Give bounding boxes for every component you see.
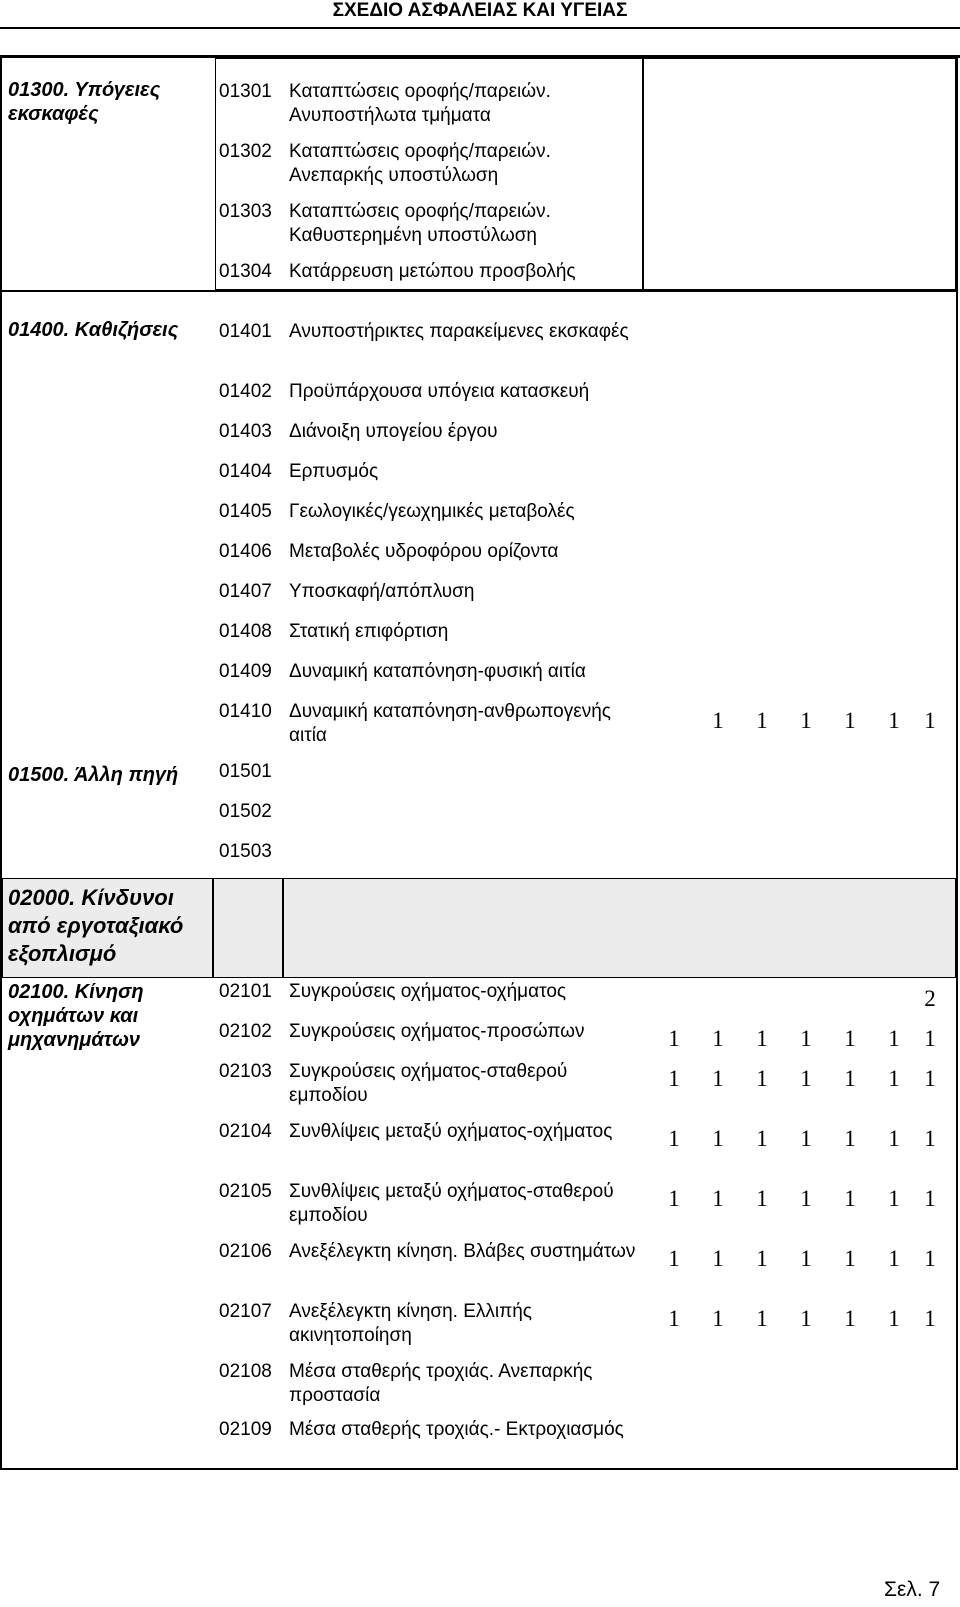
value-cell: 1 — [800, 1186, 812, 1211]
value-cell: 1 — [800, 1306, 812, 1331]
value-cell: 1 — [668, 1186, 680, 1211]
value-cell: 1 — [924, 1126, 936, 1151]
row-description: Ερπυσμός — [289, 461, 379, 482]
value-cell: 1 — [712, 1026, 724, 1051]
value-cell: 1 — [844, 1026, 856, 1051]
value-cell: 1 — [756, 1246, 768, 1271]
header-rule — [0, 27, 960, 29]
value-cell: 1 — [844, 1186, 856, 1211]
row-description: Κατάρρευση μετώπου προσβολής — [289, 261, 576, 282]
row-code: 02104 — [219, 1121, 272, 1142]
value-cell: 1 — [712, 1066, 724, 1091]
row-code: 01407 — [219, 581, 272, 602]
value-cell: 1 — [712, 708, 724, 733]
value-cell: 1 — [924, 1186, 936, 1211]
value-cell: 1 — [668, 1126, 680, 1151]
row-description: Γεωλογικές/γεωχημικές μεταβολές — [289, 501, 575, 522]
risk-table — [0, 58, 960, 1508]
page-number: Σελ. 7 — [884, 1578, 941, 1601]
category-01400: 01400. Καθιζήσεις — [8, 319, 179, 341]
value-cell: 1 — [888, 1066, 900, 1091]
row-values — [652, 1066, 952, 1094]
row-code: 02108 — [219, 1361, 272, 1382]
row-description: Συνθλίψεις μεταξύ οχήματος-σταθερού εμποδίου — [289, 1181, 614, 1226]
value-cell: 1 — [888, 1246, 900, 1271]
code-cell-02000 — [213, 878, 283, 978]
row-code: 02107 — [219, 1301, 272, 1322]
value-cell: 2 — [924, 986, 936, 1011]
value-cell: 1 — [756, 1066, 768, 1091]
value-cell: 1 — [756, 708, 768, 733]
row-code: 01503 — [219, 841, 272, 862]
row-code: 01304 — [219, 261, 272, 282]
value-cell: 1 — [668, 1026, 680, 1051]
row-code: 02106 — [219, 1241, 272, 1262]
row-description: Καταπτώσεις οροφής/παρειών. Ανεπαρκής υποστύλωση — [289, 141, 551, 186]
row-code: 01401 — [219, 321, 272, 342]
value-cell: 1 — [800, 1246, 812, 1271]
value-cell: 1 — [924, 1026, 936, 1051]
row-code: 01409 — [219, 661, 272, 682]
row-code: 01408 — [219, 621, 272, 642]
value-cell: 1 — [888, 1126, 900, 1151]
category-02000: 02000. Κίνδυνοι από εργοταξιακό εξοπλισμό — [8, 885, 184, 966]
category-01500: 01500. Άλλη πηγή — [8, 764, 179, 786]
table-bottom-border — [0, 1468, 958, 1470]
row-code: 02103 — [219, 1061, 272, 1082]
value-cell: 1 — [668, 1306, 680, 1331]
value-cell: 1 — [924, 1306, 936, 1331]
category-02100: 02100. Κίνηση οχημάτων και μηχανημάτων — [8, 981, 144, 1051]
value-cell: 1 — [888, 1306, 900, 1331]
value-cell-02000 — [283, 878, 956, 978]
value-cell: 1 — [712, 1306, 724, 1331]
row-code: 01403 — [219, 421, 272, 442]
row-code: 01410 — [219, 701, 272, 722]
row-description: Ανεξέλεγκτη κίνηση. Βλάβες συστημάτων — [289, 1241, 636, 1262]
value-cell: 1 — [888, 1026, 900, 1051]
row-description: Στατική επιφόρτιση — [289, 621, 449, 642]
row-values — [652, 1126, 952, 1154]
value-cell: 1 — [844, 1306, 856, 1331]
value-cell: 1 — [800, 1126, 812, 1151]
row-description: Δυναμική καταπόνηση-ανθρωπογενής αιτία — [289, 701, 611, 746]
section-divider — [0, 290, 958, 292]
value-cell: 1 — [712, 1186, 724, 1211]
row-description: Ανεξέλεγκτη κίνηση. Ελλιπής ακινητοποίηση — [289, 1301, 532, 1346]
row-code: 01405 — [219, 501, 272, 522]
table-right-border — [956, 58, 958, 1470]
value-cell: 1 — [844, 708, 856, 733]
row-code: 01406 — [219, 541, 272, 562]
value-cell: 1 — [712, 1246, 724, 1271]
row-description: Συγκρούσεις οχήματος-προσώπων — [289, 1021, 585, 1042]
value-cell: 1 — [844, 1126, 856, 1151]
row-code: 01303 — [219, 201, 272, 222]
row-description: Μεταβολές υδροφόρου ορίζοντα — [289, 541, 559, 562]
row-description: Δυναμική καταπόνηση-φυσική αιτία — [289, 661, 586, 682]
value-cell: 1 — [924, 1246, 936, 1271]
value-cell: 1 — [888, 1186, 900, 1211]
value-cell: 1 — [668, 1066, 680, 1091]
value-cell: 1 — [800, 708, 812, 733]
value-cell: 1 — [756, 1126, 768, 1151]
value-cell: 1 — [800, 1026, 812, 1051]
row-description: Καταπτώσεις οροφής/παρειών. Ανυποστήλωτα τμήματα — [289, 81, 551, 126]
row-description: Διάνοιξη υπογείου έργου — [289, 421, 498, 442]
row-description: Συνθλίψεις μεταξύ οχήματος-οχήματος — [289, 1121, 613, 1142]
value-cell: 1 — [924, 708, 936, 733]
value-cell: 1 — [800, 1066, 812, 1091]
row-code: 01301 — [219, 81, 272, 102]
row-values — [652, 1026, 952, 1054]
category-01300: 01300. Υπόγειες εκσκαφές — [8, 79, 161, 125]
row-values — [652, 1246, 952, 1274]
value-cell: 1 — [924, 1066, 936, 1091]
grey-cell-values — [643, 58, 956, 290]
value-cell: 1 — [888, 708, 900, 733]
table-left-border — [0, 58, 2, 1470]
row-description: Προϋπάρχουσα υπόγεια κατασκευή — [289, 381, 590, 402]
row-code: 01501 — [219, 761, 272, 782]
row-code: 02101 — [219, 981, 272, 1002]
row-values — [652, 986, 952, 1014]
row-description: Μέσα σταθερής τροχιάς. Ανεπαρκής προστασία — [289, 1361, 593, 1406]
row-code: 02102 — [219, 1021, 272, 1042]
value-cell: 1 — [712, 1126, 724, 1151]
row-description: Ανυποστήρικτες παρακείμενες εκσκαφές — [289, 321, 629, 342]
value-cell: 1 — [756, 1026, 768, 1051]
row-description: Καταπτώσεις οροφής/παρειών. Καθυστερημένη υποστύλωση — [289, 201, 551, 246]
document-header: ΣΧΕΔΙΟ ΑΣΦΑΛΕΙΑΣ ΚΑΙ ΥΓΕΙΑΣ — [332, 0, 628, 21]
row-code: 02109 — [219, 1419, 272, 1440]
row-values — [652, 1186, 952, 1214]
row-code: 01302 — [219, 141, 272, 162]
row-code: 02105 — [219, 1181, 272, 1202]
value-cell: 1 — [844, 1066, 856, 1091]
row-code: 01502 — [219, 801, 272, 822]
row-description: Συγκρούσεις οχήματος-σταθερού εμποδίου — [289, 1061, 568, 1106]
row-description: Υποσκαφή/απόπλυση — [289, 581, 475, 602]
value-cell: 1 — [756, 1186, 768, 1211]
value-cell: 1 — [668, 1246, 680, 1271]
row-values — [652, 708, 952, 736]
row-description: Μέσα σταθερής τροχιάς.- Εκτροχιασμός — [289, 1419, 624, 1440]
value-cell: 1 — [844, 1246, 856, 1271]
row-code: 01404 — [219, 461, 272, 482]
row-description: Συγκρούσεις οχήματος-οχήματος — [289, 981, 567, 1002]
value-cell: 1 — [756, 1306, 768, 1331]
row-values — [652, 1306, 952, 1334]
row-code: 01402 — [219, 381, 272, 402]
